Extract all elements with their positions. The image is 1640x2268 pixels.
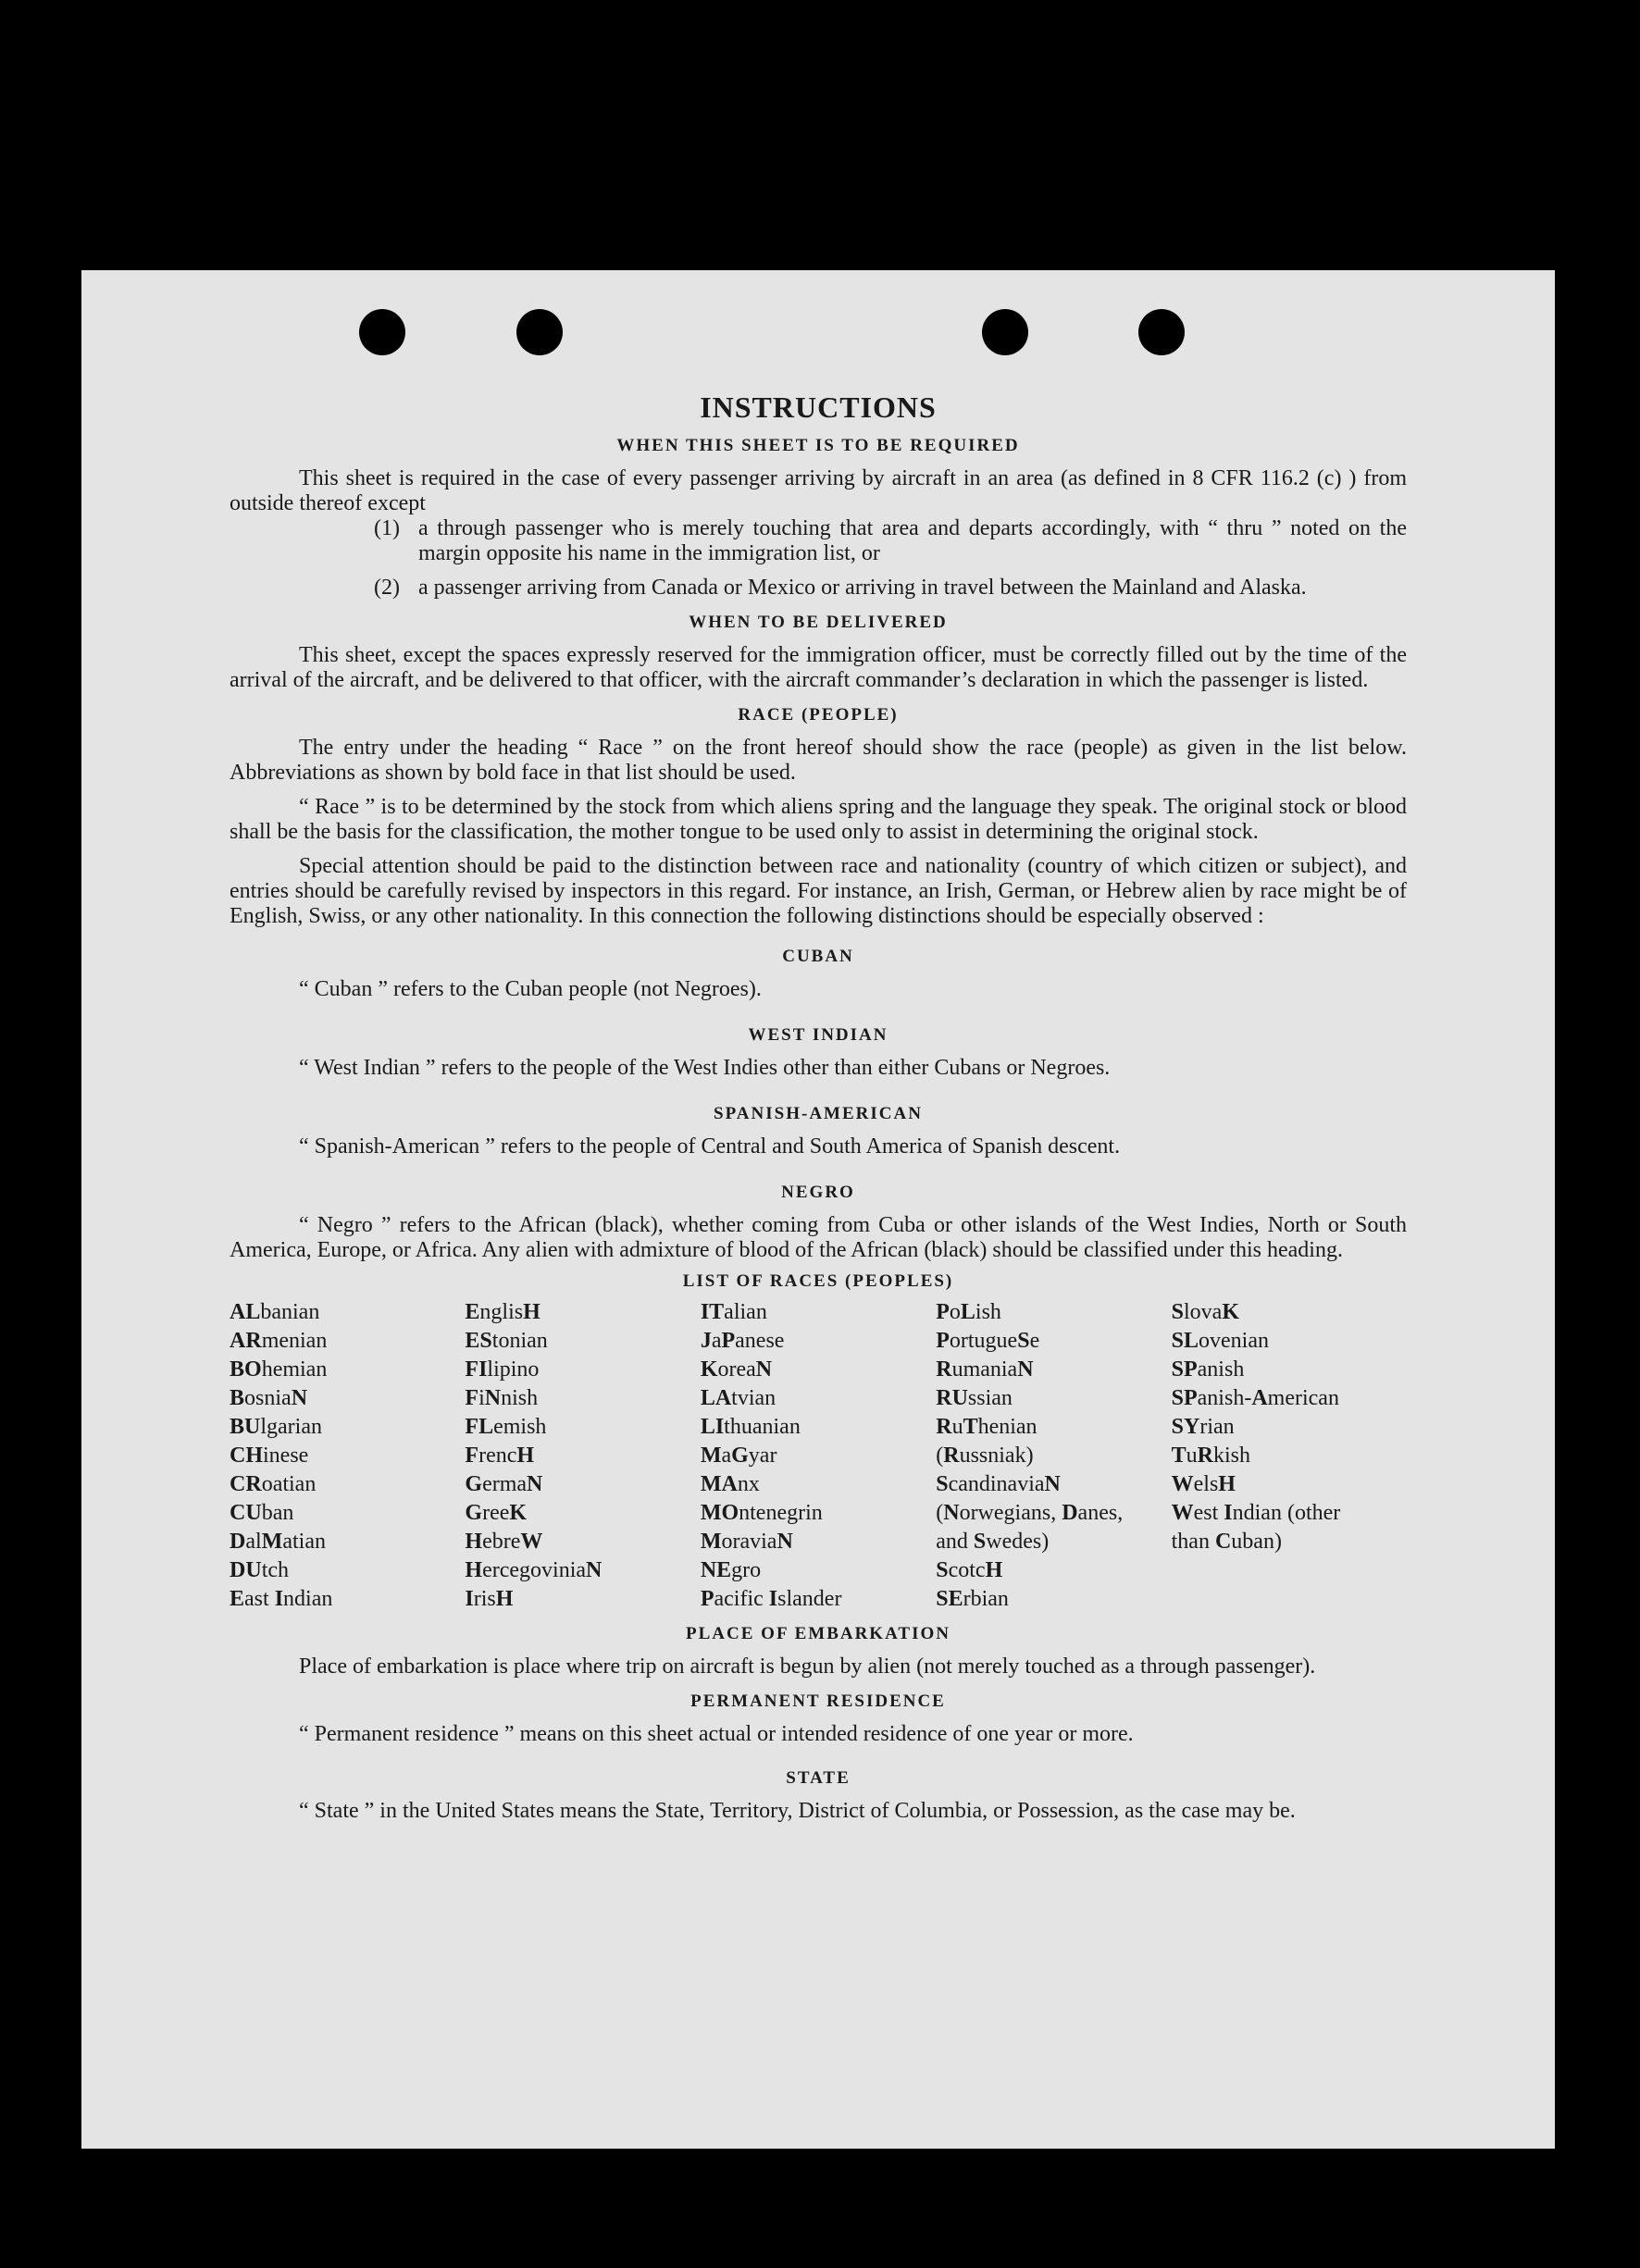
race-item: SPanish-American <box>1171 1386 1339 1410</box>
delivered-text: This sheet, except the spaces expressly reserved for the immigration officer, must be correctly filled out by the time of the arrival of the aircraft, and be delivered to that officer, with the aircraft commander’s declaration in which the passenger is listed. <box>230 643 1407 692</box>
race-column-4 <box>936 1298 1171 1614</box>
embarkation-text: Place of embarkation is place where trip on aircraft is begun by alien (not merely touched as a through passenger). <box>299 1655 1316 1679</box>
race-column-1 <box>230 1298 465 1614</box>
section-heading-race: RACE (PEOPLE) <box>738 705 899 725</box>
race-item: LAtvian <box>700 1386 777 1410</box>
section-heading-west-indian: WEST INDIAN <box>748 1025 888 1045</box>
required-intro: This sheet is required in the case of every passenger arriving by aircraft in an area (as defined in 8 CFR 116.2 (c) ) from outside thereof except <box>230 466 1407 515</box>
race-item: FIlipino <box>465 1357 540 1382</box>
race-item: West Indian (other than Cuban) <box>1171 1501 1341 1554</box>
race-item: CUban <box>230 1501 294 1525</box>
race-item: GreeK <box>465 1501 528 1525</box>
race-paragraph-1: The entry under the heading “ Race ” on the front hereof should show the race (people) as given in the list below. Abbreviations as shown by bold face in that list should be used. <box>230 736 1407 785</box>
race-item: TuRkish <box>1171 1444 1250 1468</box>
race-item: RUssian <box>936 1386 1013 1410</box>
punch-hole-2 <box>516 309 563 355</box>
spanish-american-text: “ Spanish-American ” refers to the people of Central and South America of Spanish descent. <box>299 1134 1121 1159</box>
race-item: JaPanese <box>700 1329 785 1353</box>
race-item: ScotcH <box>936 1558 1003 1582</box>
section-heading-required: WHEN THIS SHEET IS TO BE REQUIRED <box>616 436 1020 455</box>
race-item: EStonian <box>465 1329 548 1353</box>
cuban-text: “ Cuban ” refers to the Cuban people (not Negroes). <box>299 977 762 1001</box>
race-item: FLemish <box>465 1415 547 1439</box>
section-heading-races: LIST OF RACES (PEOPLES) <box>682 1271 954 1291</box>
race-item: RuThenian (Russniak) <box>936 1415 1037 1468</box>
race-item: BOhemian <box>230 1357 328 1382</box>
section-heading-negro: NEGRO <box>781 1183 855 1202</box>
race-item: FiNnish <box>465 1386 539 1410</box>
race-item: Pacific Islander <box>700 1587 842 1611</box>
race-item: CRoatian <box>230 1472 317 1496</box>
page-title: INSTRUCTIONS <box>700 390 937 424</box>
race-item: BUlgarian <box>230 1415 322 1439</box>
race-item: DUtch <box>230 1558 290 1582</box>
punch-hole-1 <box>359 309 405 355</box>
race-column-5 <box>1172 1298 1407 1614</box>
race-item: EnglisH <box>465 1300 540 1324</box>
west-indian-text: “ West Indian ” refers to the people of the West Indies other than either Cubans or Negroes. <box>299 1056 1111 1080</box>
race-column-3 <box>701 1298 936 1614</box>
race-item: IrisH <box>465 1587 514 1611</box>
punch-hole-3 <box>982 309 1028 355</box>
item-number: (2) <box>374 576 400 600</box>
race-item: SLovenian <box>1171 1329 1269 1353</box>
item-number: (1) <box>374 516 400 540</box>
race-item: SlovaK <box>1171 1300 1239 1324</box>
race-item: CHinese <box>230 1444 309 1468</box>
race-item: ALbanian <box>230 1300 320 1324</box>
race-item: HebreW <box>465 1530 543 1554</box>
race-item: MOntenegrin <box>700 1501 823 1525</box>
race-item: PortugueSe <box>936 1329 1040 1353</box>
residence-text: “ Permanent residence ” means on this sheet actual or intended residence of one year or more. <box>299 1722 1134 1746</box>
race-paragraph-3: Special attention should be paid to the distinction between race and nationality (country of which citizen or subject), and entries should be carefully revised by inspectors in this regard. For instance, an Irish, German, or Hebrew alien by race might be of English, Swiss, or any other nationality. In this connection the following distinctions should be especially observed : <box>230 854 1407 928</box>
punch-hole-4 <box>1138 309 1185 355</box>
section-heading-delivered: WHEN TO BE DELIVERED <box>689 613 948 632</box>
race-item: NEgro <box>700 1558 762 1582</box>
race-item: BosniaN <box>230 1386 308 1410</box>
race-item: ARmenian <box>230 1329 328 1353</box>
race-item: HercegoviniaN <box>465 1558 603 1582</box>
state-text: “ State ” in the United States means the State, Territory, District of Columbia, or Possession, as the case may be. <box>299 1799 1296 1823</box>
race-item: FrencH <box>465 1444 535 1468</box>
race-item: ITalian <box>700 1300 767 1324</box>
section-heading-spanish-american: SPANISH-AMERICAN <box>714 1104 923 1123</box>
exception-item-1 <box>374 516 1407 566</box>
race-list <box>230 1298 1407 1614</box>
race-item: SPanish <box>1171 1357 1245 1382</box>
race-item: KoreaN <box>700 1357 773 1382</box>
race-item: MAnx <box>700 1472 760 1496</box>
race-item: ScandinaviaN (Norwegians, Danes, and Swedes) <box>936 1472 1124 1554</box>
race-item: GermaN <box>465 1472 543 1496</box>
race-paragraph-2: “ Race ” is to be determined by the stock from which aliens spring and the language they speak. The original stock or blood shall be the basis for the classification, the mother tongue to be used only to assist in determining the original stock. <box>230 795 1407 844</box>
race-item: SYrian <box>1171 1415 1235 1439</box>
race-column-2 <box>465 1298 700 1614</box>
race-item: SErbian <box>936 1587 1009 1611</box>
race-item: RumaniaN <box>936 1357 1034 1382</box>
race-item: DalMatian <box>230 1530 326 1554</box>
race-item: PoLish <box>936 1300 1001 1324</box>
race-item: MaGyar <box>700 1444 777 1468</box>
negro-text: “ Negro ” refers to the African (black), whether coming from Cuba or other islands of the West Indies, North or South America, Europe, or Africa. Any alien with admixture of blood of the African (black) should be classified under this heading. <box>230 1213 1407 1262</box>
exception-item-2 <box>374 576 1407 601</box>
document-sheet <box>81 270 1555 2149</box>
instructions-content <box>230 390 1407 1824</box>
race-item: MoraviaN <box>700 1530 793 1554</box>
section-heading-embarkation: PLACE OF EMBARKATION <box>686 1624 950 1643</box>
race-item: East Indian <box>230 1587 333 1611</box>
section-heading-state: STATE <box>786 1768 851 1788</box>
section-heading-residence: PERMANENT RESIDENCE <box>690 1692 946 1711</box>
item-text: a through passenger who is merely touching that area and departs accordingly, with “ thru ” noted on the margin opposite his name in the immigration list, or <box>418 516 1407 565</box>
race-item: LIthuanian <box>700 1415 801 1439</box>
race-item: WelsH <box>1171 1472 1236 1496</box>
item-text: a passenger arriving from Canada or Mexico or arriving in travel between the Mainland and Alaska. <box>418 576 1307 600</box>
section-heading-cuban: CUBAN <box>782 947 854 966</box>
